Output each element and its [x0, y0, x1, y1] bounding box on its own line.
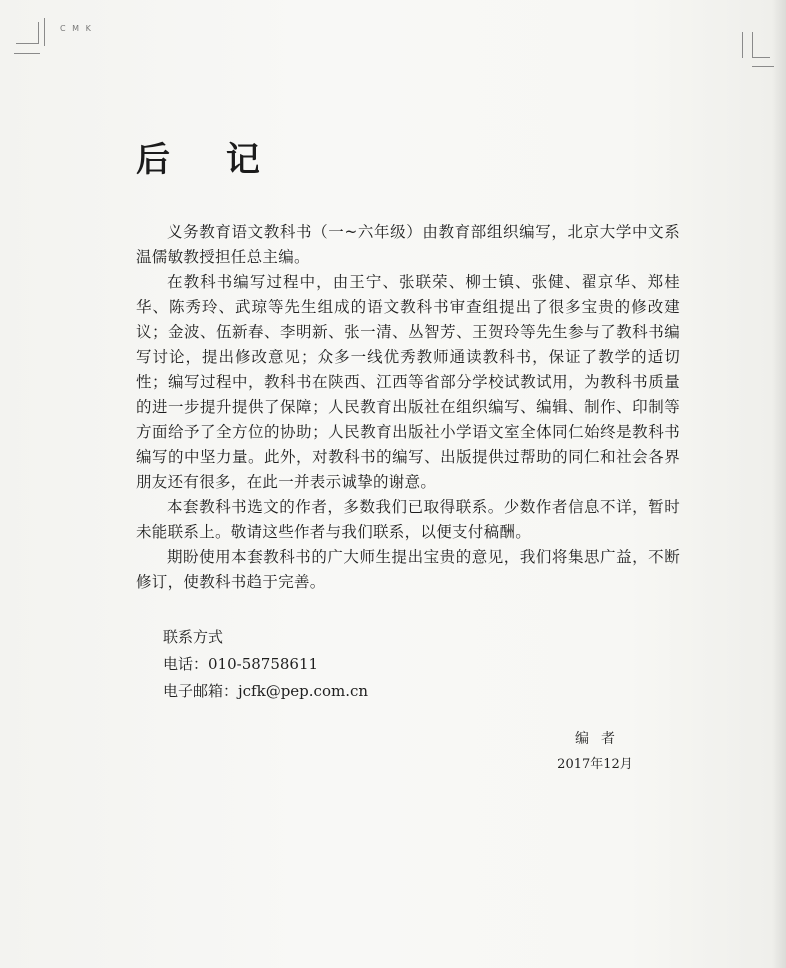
contact-block	[163, 624, 368, 705]
crop-mark	[16, 43, 38, 44]
signature-author: 编者	[575, 731, 627, 747]
afterword-body	[136, 220, 680, 595]
crop-mark	[742, 32, 743, 58]
crop-mark	[44, 18, 45, 46]
signature-date: 2017年12月	[557, 757, 633, 772]
crop-mark	[38, 22, 39, 44]
signature-block	[540, 726, 650, 778]
paragraph: 期盼使用本套教科书的广大师生提出宝贵的意见，我们将集思广益，不断修订，使教科书趋于完善。	[136, 548, 680, 591]
page-edge-shadow	[772, 0, 786, 968]
contact-heading: 联系方式	[163, 628, 224, 646]
contact-email: 电子邮箱：jcfk@pep.com.cn	[163, 682, 369, 700]
paragraph: 义务教育语文教科书（一~六年级）由教育部组织编写，北京大学中文系温儒敏教授担任总主编。	[136, 223, 680, 266]
crop-mark	[14, 53, 40, 54]
crop-mark	[752, 57, 770, 58]
paragraph: 在教科书编写过程中，由王宁、张联荣、柳士镇、张健、翟京华、郑桂华、陈秀玲、武琼等先生组成的语文教科书审查组提出了很多宝贵的修改建议；金波、伍新春、李明新、张一清、丛智芳、王贺玲等先生参与了教科书编写讨论，提出修改意见；众多一线优秀教师通读教科书，保证了教学的适切性；编写过程中，教科书在陕西、江西等省部分学校试教试用，为教科书质量的进一步提升提供了保障；人民教育出版社在组织编写、编辑、制作、印制等方面给予了全方位的协助；人民教育出版社小学语文室全体同仁始终是教科书编写的中坚力量。此外，对教科书的编写、出版提供过帮助的同仁和社会各界朋友还有很多，在此一并表示诚挚的谢意。	[136, 273, 680, 491]
crop-mark	[752, 66, 774, 67]
contact-phone: 电话：010-58758611	[163, 655, 319, 673]
crop-mark	[752, 32, 753, 58]
page-title: 后 记	[136, 140, 282, 180]
color-bar-label: C M K	[60, 24, 93, 33]
paragraph: 本套教科书选文的作者，多数我们已取得联系。少数作者信息不详，暂时未能联系上。敬请这些作者与我们联系，以便支付稿酬。	[136, 498, 680, 541]
